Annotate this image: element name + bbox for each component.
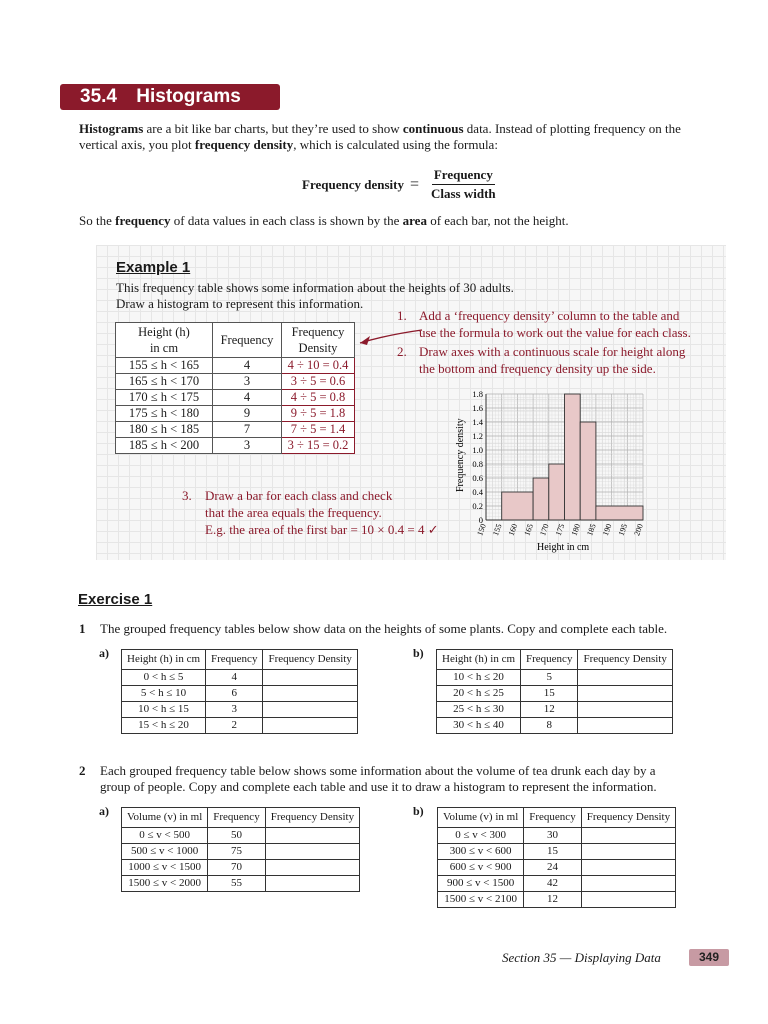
table-row bbox=[116, 422, 355, 438]
step1-num: 1. bbox=[397, 308, 407, 323]
blank-density-cell bbox=[263, 718, 357, 734]
q2a-table bbox=[121, 807, 360, 892]
intro-text-2: data. Instead of plotting frequency on the vertical axis, you plot bbox=[79, 121, 681, 152]
formula-lhs: Frequency density bbox=[302, 176, 404, 192]
class-cell: 185 ≤ h < 200 bbox=[116, 438, 213, 454]
header-cell: Frequency bbox=[524, 808, 581, 828]
frequency-cell: 5 bbox=[521, 670, 578, 686]
header-cell: Volume (v) in ml bbox=[122, 808, 208, 828]
frequency-cell: 30 bbox=[524, 828, 581, 844]
q2b-label: b) bbox=[413, 804, 424, 818]
blank-density-cell bbox=[265, 844, 359, 860]
frequency-cell: 15 bbox=[524, 844, 581, 860]
q2b-table bbox=[437, 807, 676, 908]
class-cell: 170 ≤ h < 175 bbox=[116, 390, 213, 406]
exercise-title: Exercise 1 bbox=[78, 591, 153, 608]
frequency-cell: 2 bbox=[206, 718, 263, 734]
class-cell: 180 ≤ h < 185 bbox=[116, 422, 213, 438]
step-2-note bbox=[397, 343, 727, 377]
table-row bbox=[122, 670, 358, 686]
table-header-row bbox=[116, 323, 355, 358]
formula-numerator: Frequency bbox=[432, 167, 495, 185]
blank-density-cell bbox=[263, 686, 357, 702]
table-row bbox=[438, 828, 676, 844]
q1a-table bbox=[121, 649, 358, 734]
table-header-row bbox=[122, 808, 360, 828]
frequency-cell: 70 bbox=[208, 860, 265, 876]
header-fd-l2: Density bbox=[298, 341, 338, 355]
class-cell: 155 ≤ h < 165 bbox=[116, 358, 213, 374]
blank-density-cell bbox=[581, 860, 675, 876]
histogram-bar bbox=[533, 478, 549, 520]
header-frequency: Frequency bbox=[213, 323, 282, 358]
header-cell: Frequency Density bbox=[578, 650, 672, 670]
class-cell: 1000 ≤ v < 1500 bbox=[122, 860, 208, 876]
class-cell: 20 < h ≤ 25 bbox=[437, 686, 521, 702]
x-tick-label: 155 bbox=[491, 522, 504, 537]
class-cell: 10 < h ≤ 20 bbox=[437, 670, 521, 686]
step3-line1: Draw a bar for each class and check bbox=[205, 488, 393, 503]
table-header-row bbox=[437, 650, 673, 670]
header-height-l1: Height (h) bbox=[138, 325, 190, 339]
header-cell: Frequency Density bbox=[263, 650, 357, 670]
arrow-head-icon bbox=[360, 336, 370, 345]
x-tick-label: 150 bbox=[475, 522, 488, 537]
class-cell: 15 < h ≤ 20 bbox=[122, 718, 206, 734]
class-cell: 5 < h ≤ 10 bbox=[122, 686, 206, 702]
frequency-cell: 9 bbox=[213, 406, 282, 422]
y-tick-label: 1.8 bbox=[472, 389, 483, 399]
step3-line2: that the area equals the frequency. bbox=[205, 505, 382, 520]
class-cell: 10 < h ≤ 15 bbox=[122, 702, 206, 718]
frequency-cell: 6 bbox=[206, 686, 263, 702]
header-cell: Frequency bbox=[521, 650, 578, 670]
header-cell: Height (h) in cm bbox=[437, 650, 521, 670]
table-row bbox=[122, 828, 360, 844]
q1b-table bbox=[436, 649, 673, 734]
table-row bbox=[122, 702, 358, 718]
table-row bbox=[438, 876, 676, 892]
blank-density-cell bbox=[263, 702, 357, 718]
header-cell: Frequency bbox=[208, 808, 265, 828]
histogram-bar bbox=[580, 422, 596, 520]
frequency-cell: 4 bbox=[213, 358, 282, 374]
frequency-cell: 55 bbox=[208, 876, 265, 892]
histogram-bar bbox=[565, 394, 581, 520]
q1b-label: b) bbox=[413, 646, 424, 660]
header-frequency-density bbox=[282, 323, 355, 358]
header-cell: Volume (v) in ml bbox=[438, 808, 524, 828]
intro-text-3: , which is calculated using the formula: bbox=[293, 137, 498, 152]
step-3-note bbox=[182, 487, 482, 538]
so-text-d: area bbox=[402, 213, 427, 228]
blank-density-cell bbox=[265, 828, 359, 844]
blank-density-cell bbox=[578, 670, 672, 686]
x-axis-label: Height in cm bbox=[537, 542, 590, 553]
frequency-cell: 12 bbox=[521, 702, 578, 718]
header-cell: Frequency Density bbox=[265, 808, 359, 828]
class-cell: 0 ≤ v < 500 bbox=[122, 828, 208, 844]
y-tick-label: 0.4 bbox=[472, 487, 483, 497]
table-row bbox=[122, 718, 358, 734]
area-explanation bbox=[79, 213, 569, 229]
table-row bbox=[438, 892, 676, 908]
frequency-cell: 50 bbox=[208, 828, 265, 844]
step-1-note bbox=[397, 307, 727, 341]
x-tick-label: 180 bbox=[569, 522, 583, 537]
q1-number: 1 bbox=[79, 621, 86, 636]
class-cell: 0 ≤ v < 300 bbox=[438, 828, 524, 844]
header-fd-l1: Frequency bbox=[291, 325, 345, 339]
q2-text-line1: Each grouped frequency table below shows some information about the volume of tea drunk each day by a bbox=[100, 763, 656, 778]
blank-density-cell bbox=[265, 860, 359, 876]
example-title: Example 1 bbox=[116, 259, 191, 276]
table-row bbox=[438, 844, 676, 860]
step3-num: 3. bbox=[182, 488, 192, 503]
example-line-1: This frequency table shows some information about the heights of 30 adults. bbox=[116, 280, 514, 295]
frequency-cell: 24 bbox=[524, 860, 581, 876]
frequency-density-formula bbox=[302, 167, 496, 202]
frequency-cell: 12 bbox=[524, 892, 581, 908]
intro-paragraph bbox=[79, 121, 719, 153]
y-tick-label: 0.2 bbox=[472, 501, 483, 511]
q2-text bbox=[100, 763, 730, 795]
class-cell: 500 ≤ v < 1000 bbox=[122, 844, 208, 860]
class-cell: 175 ≤ h < 180 bbox=[116, 406, 213, 422]
frequency-cell: 42 bbox=[524, 876, 581, 892]
frequency-cell: 3 bbox=[213, 438, 282, 454]
frequency-cell: 4 bbox=[206, 670, 263, 686]
step2-num: 2. bbox=[397, 344, 407, 359]
frequency-cell: 7 bbox=[213, 422, 282, 438]
class-cell: 900 ≤ v < 1500 bbox=[438, 876, 524, 892]
class-cell: 25 < h ≤ 30 bbox=[437, 702, 521, 718]
frequency-cell: 15 bbox=[521, 686, 578, 702]
histogram-bar bbox=[549, 464, 565, 520]
table-row bbox=[116, 406, 355, 422]
density-cell: 3 ÷ 5 = 0.6 bbox=[282, 374, 355, 390]
q1-text: The grouped frequency tables below show data on the heights of some plants. Copy and complete each table. bbox=[100, 621, 668, 636]
table-row bbox=[437, 718, 673, 734]
step2-line2: the bottom and frequency density up the side. bbox=[419, 361, 656, 376]
y-tick-label: 0.8 bbox=[472, 459, 483, 469]
density-cell: 3 ÷ 15 = 0.2 bbox=[282, 438, 355, 454]
table-row bbox=[438, 860, 676, 876]
step3-line3: E.g. the area of the first bar = 10 × 0.4 = 4 ✓ bbox=[205, 522, 439, 537]
step1-line2: use the formula to work out the value for each class. bbox=[419, 325, 691, 340]
x-tick-label: 165 bbox=[522, 522, 535, 537]
table-row bbox=[122, 686, 358, 702]
so-text-b: frequency bbox=[115, 213, 171, 228]
y-tick-label: 0.6 bbox=[472, 473, 483, 483]
histogram-bar bbox=[502, 492, 533, 520]
section-number: 35.4 bbox=[80, 86, 117, 107]
blank-density-cell bbox=[578, 718, 672, 734]
class-cell: 600 ≤ v < 900 bbox=[438, 860, 524, 876]
class-cell: 300 ≤ v < 600 bbox=[438, 844, 524, 860]
table-row bbox=[122, 876, 360, 892]
so-text-a: So the bbox=[79, 213, 116, 228]
blank-density-cell bbox=[578, 686, 672, 702]
histogram-bar bbox=[596, 506, 643, 520]
table-row bbox=[437, 670, 673, 686]
y-tick-label: 0 bbox=[478, 515, 483, 525]
section-title: Histograms bbox=[136, 86, 241, 107]
x-tick-label: 190 bbox=[600, 522, 614, 537]
table-row bbox=[437, 702, 673, 718]
x-tick-label: 170 bbox=[538, 522, 551, 537]
class-cell: 30 < h ≤ 40 bbox=[437, 718, 521, 734]
y-tick-labels bbox=[472, 389, 483, 525]
frequency-cell: 75 bbox=[208, 844, 265, 860]
q2-number: 2 bbox=[79, 763, 86, 778]
so-text-c: of data values in each class is shown by the bbox=[170, 213, 403, 228]
frequency-cell: 3 bbox=[213, 374, 282, 390]
table-row bbox=[122, 860, 360, 876]
y-tick-label: 1.0 bbox=[472, 445, 483, 455]
header-height-l2: in cm bbox=[149, 341, 179, 355]
blank-density-cell bbox=[581, 844, 675, 860]
table-row bbox=[116, 390, 355, 406]
density-cell: 9 ÷ 5 = 1.8 bbox=[282, 406, 355, 422]
formula-equals: = bbox=[409, 175, 419, 193]
frequency-cell: 4 bbox=[213, 390, 282, 406]
y-tick-label: 1.6 bbox=[472, 403, 483, 413]
x-tick-label: 185 bbox=[585, 522, 598, 537]
footer-section-text: Section 35 — Displaying Data bbox=[502, 950, 661, 965]
histogram-chart bbox=[450, 380, 665, 555]
y-tick-label: 1.4 bbox=[472, 417, 483, 427]
blank-density-cell bbox=[265, 876, 359, 892]
density-cell: 4 ÷ 10 = 0.4 bbox=[282, 358, 355, 374]
q2-text-line2: group of people. Copy and complete each table and use it to draw a histogram to represent the information. bbox=[100, 779, 657, 794]
x-tick-label: 160 bbox=[506, 522, 520, 537]
header-cell: Frequency Density bbox=[581, 808, 675, 828]
class-cell: 0 < h ≤ 5 bbox=[122, 670, 206, 686]
density-cell: 4 ÷ 5 = 0.8 bbox=[282, 390, 355, 406]
step1-line1: Add a ‘frequency density’ column to the table and bbox=[419, 308, 680, 323]
header-cell: Frequency bbox=[206, 650, 263, 670]
formula-fraction bbox=[431, 167, 496, 202]
blank-density-cell bbox=[578, 702, 672, 718]
formula-denominator: Class width bbox=[431, 186, 496, 201]
table-row bbox=[116, 374, 355, 390]
so-text-e: of each bar, not the height. bbox=[426, 213, 569, 228]
density-cell: 7 ÷ 5 = 1.4 bbox=[282, 422, 355, 438]
table-row bbox=[116, 358, 355, 374]
term-continuous: continuous bbox=[402, 121, 464, 136]
x-tick-label: 200 bbox=[632, 522, 645, 537]
q1a-label: a) bbox=[99, 646, 109, 660]
y-axis-label: Frequency density bbox=[455, 418, 466, 492]
q2a-label: a) bbox=[99, 804, 109, 818]
term-histograms: Histograms bbox=[79, 121, 144, 136]
example-line-2: Draw a histogram to represent this information. bbox=[116, 296, 364, 311]
header-cell: Height (h) in cm bbox=[122, 650, 206, 670]
class-cell: 1500 ≤ v < 2100 bbox=[438, 892, 524, 908]
intro-text-1: are a bit like bar charts, but they’re used to show bbox=[143, 121, 403, 136]
x-tick-labels bbox=[475, 523, 645, 537]
y-tick-label: 1.2 bbox=[472, 431, 483, 441]
table-row bbox=[437, 686, 673, 702]
blank-density-cell bbox=[581, 876, 675, 892]
page-number: 349 bbox=[689, 949, 729, 966]
class-cell: 165 ≤ h < 170 bbox=[116, 374, 213, 390]
frequency-cell: 3 bbox=[206, 702, 263, 718]
table-row bbox=[122, 844, 360, 860]
step2-line1: Draw axes with a continuous scale for height along bbox=[419, 344, 686, 359]
x-tick-label: 195 bbox=[616, 522, 630, 537]
blank-density-cell bbox=[263, 670, 357, 686]
frequency-cell: 8 bbox=[521, 718, 578, 734]
section-banner bbox=[60, 84, 280, 110]
header-height bbox=[116, 323, 213, 358]
x-tick-label: 175 bbox=[553, 522, 567, 537]
class-cell: 1500 ≤ v < 2000 bbox=[122, 876, 208, 892]
blank-density-cell bbox=[581, 828, 675, 844]
table-header-row bbox=[122, 650, 358, 670]
example-frequency-table bbox=[115, 322, 355, 454]
blank-density-cell bbox=[581, 892, 675, 908]
table-header-row bbox=[438, 808, 676, 828]
term-frequency-density: frequency density bbox=[194, 137, 294, 152]
table-row bbox=[116, 438, 355, 454]
